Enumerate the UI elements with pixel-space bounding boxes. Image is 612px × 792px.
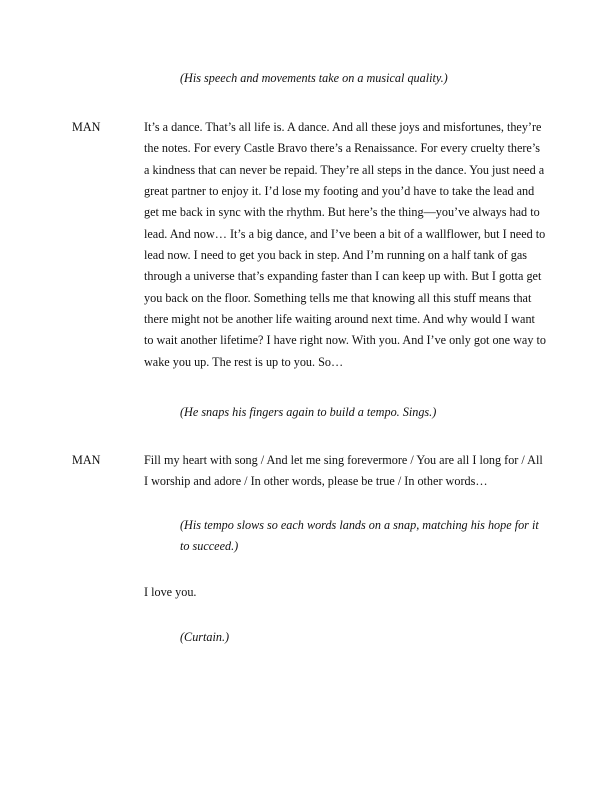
stage-direction-text: (Curtain.) xyxy=(180,630,230,644)
dialogue-line: It’s a dance. That’s all life is. A dance. And all these joys and misfortunes, they’re xyxy=(144,120,542,134)
stage-direction-snaps xyxy=(180,402,550,423)
dialogue-i-love-you xyxy=(144,582,549,603)
character-name-text: MAN xyxy=(72,453,101,467)
dialogue-line: a kindness that can never be repaid. They’re all steps in the dance. You just need a xyxy=(144,162,545,177)
character-name-text: MAN xyxy=(72,120,101,134)
dialogue-line: Fill my heart with song / And let me sing forevermore / You are all I long for / All xyxy=(144,453,543,467)
dialogue-song xyxy=(144,450,549,493)
stage-direction-text: (His speech and movements take on a musical quality.) xyxy=(180,71,448,85)
dialogue-line: the notes. For every Castle Bravo there’s a Renaissance. For every cruelty there’s xyxy=(144,141,540,156)
stage-direction-tempo xyxy=(180,515,550,558)
dialogue-line: you back on the floor. Something tells me that knowing all this stuff means that xyxy=(144,290,532,305)
stage-direction-musical xyxy=(180,68,550,89)
dialogue-line: I worship and adore / In other words, please be true / In other words… xyxy=(144,474,488,489)
stage-direction-line: to succeed.) xyxy=(180,539,239,554)
stage-direction-curtain xyxy=(180,627,550,648)
character-name xyxy=(72,450,132,471)
dialogue-line: great partner to enjoy it. I’d lose my footing and you’d have to take the lead and xyxy=(144,184,535,199)
dialogue-line: lead. And now… It’s a big dance, and I’ve been a bit of a wallflower, but I need to xyxy=(144,226,546,241)
dialogue-line: through a universe that’s expanding faster than I can keep up with. But I gotta get xyxy=(144,269,542,284)
dialogue-line: there might not be another life waiting around next time. And why would I want xyxy=(144,312,535,327)
dialogue-text: I love you. xyxy=(144,585,197,599)
dialogue-line: get me back in sync with the rhythm. But here’s the thing—you’ve always had to xyxy=(144,205,540,220)
dialogue-line: to wait another lifetime? I have right now. With you. And I’ve only got one way to xyxy=(144,333,546,348)
dialogue-speech-dance xyxy=(144,117,549,373)
dialogue-line: wake you up. The rest is up to you. So… xyxy=(144,354,344,369)
character-name xyxy=(72,117,132,138)
dialogue-line: lead now. I need to get you back in step. And I’m running on a half tank of gas xyxy=(144,248,528,263)
stage-direction-line: (His tempo slows so each words lands on a snap, matching his hope for it xyxy=(180,518,539,532)
stage-direction-text: (He snaps his fingers again to build a tempo. Sings.) xyxy=(180,405,437,419)
